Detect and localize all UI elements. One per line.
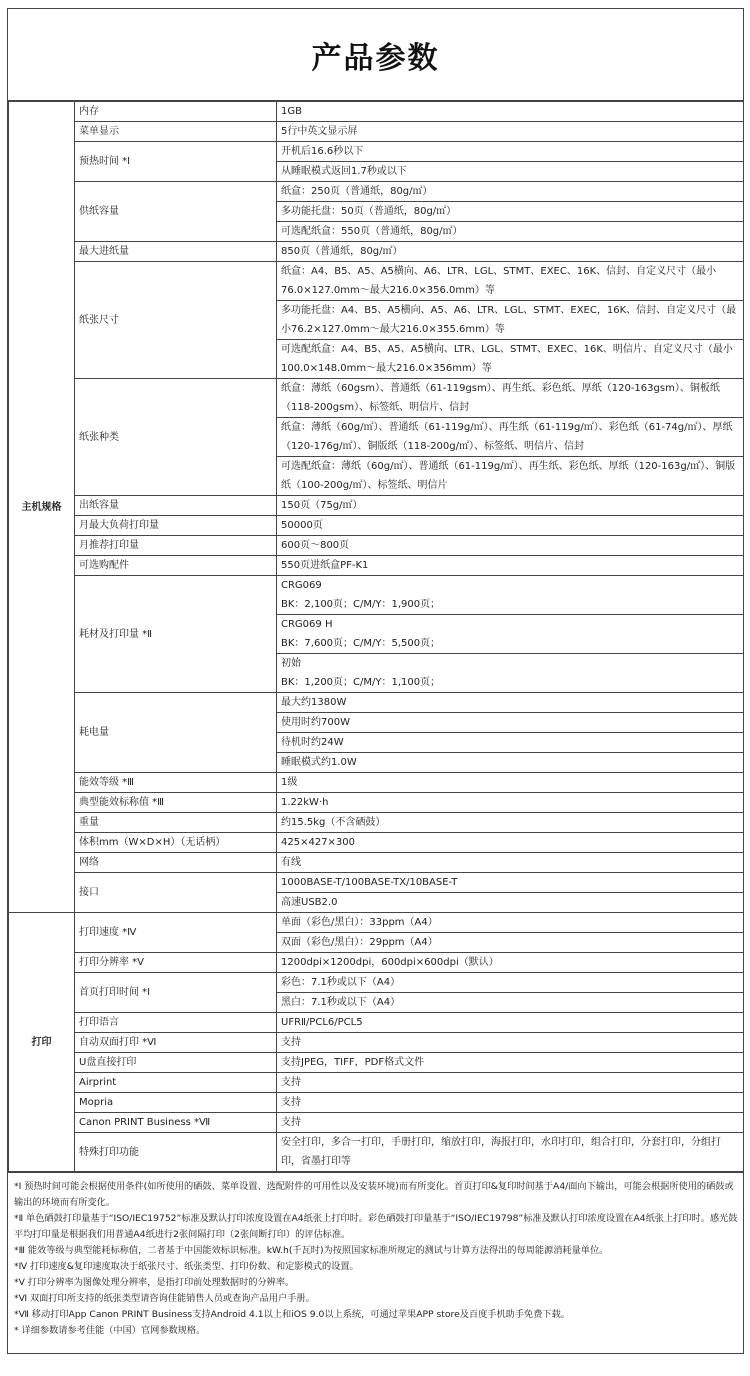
spec-row [9,693,744,713]
spec-item-label: 能效等级 *Ⅲ [75,773,277,793]
spec-value: 约15.5kg（不含硒鼓） [277,813,744,833]
spec-value: 850页（普通纸，80g/㎡） [277,242,744,262]
spec-value: 高速USB2.0 [277,893,744,913]
spec-value: 50000页 [277,516,744,536]
spec-row [9,536,744,556]
spec-row [9,182,744,202]
spec-value: 支持 [277,1113,744,1133]
footnote: *Ⅴ 打印分辨率为图像处理分辨率，是指打印前处理数据时的分辨率。 [14,1277,295,1288]
spec-row [9,1073,744,1093]
spec-value: 开机后16.6秒以下 [277,142,744,162]
spec-row [9,913,744,933]
spec-value: 5行中英文显示屏 [277,122,744,142]
spec-item-label: 接口 [75,873,277,913]
spec-item-label: 纸张种类 [75,379,277,496]
spec-row [9,873,744,893]
spec-value: 425×427×300 [277,833,744,853]
page-title: 产品参数 [8,9,743,101]
spec-item-label: 打印速度 *Ⅳ [75,913,277,953]
spec-value: 支持 [277,1093,744,1113]
spec-item-label: 可选购配件 [75,556,277,576]
spec-item-label: 内存 [75,102,277,122]
spec-item-label: 纸张尺寸 [75,262,277,379]
spec-item-label: 打印分辨率 *Ⅴ [75,953,277,973]
spec-value: 1.22kW·h [277,793,744,813]
spec-value: CRG069 BK：2,100页；C/M/Y：1,900页； [277,576,744,615]
spec-value: 待机时约24W [277,733,744,753]
spec-value: 安全打印，多合一打印，手册打印，缩放打印，海报打印，水印打印，组合打印，分套打印，分组打印，省墨打印等 [277,1133,744,1172]
spec-row [9,833,744,853]
spec-row [9,953,744,973]
spec-row [9,102,744,122]
section-label: 主机规格 [9,102,75,913]
spec-value: 从睡眠模式返回1.7秒或以下 [277,162,744,182]
spec-value: 单面（彩色/黑白）：33ppm（A4） [277,913,744,933]
spec-row [9,793,744,813]
spec-value: 1级 [277,773,744,793]
footnote: *Ⅳ 打印速度&复印速度取决于纸张尺寸、纸张类型、打印份数、和定影模式的设置。 [14,1261,359,1272]
spec-value: 彩色：7.1秒或以下（A4） [277,973,744,993]
spec-item-label: 自动双面打印 *Ⅵ [75,1033,277,1053]
spec-value: 有线 [277,853,744,873]
spec-value: 600页～800页 [277,536,744,556]
spec-value: 支持 [277,1033,744,1053]
footnotes [8,1172,744,1345]
footnote: * 详细参数请参考佳能（中国）官网参数规格。 [14,1325,206,1336]
spec-row [9,1093,744,1113]
spec-value: 纸盒：A4、B5、A5、A5横向、A6、LTR、LGL、STMT、EXEC、16K、信封、自定义尺寸（最小76.0×127.0mm～最大216.0×356.0mm）等 [277,262,744,301]
spec-value: 纸盒：250页（普通纸，80g/㎡） [277,182,744,202]
spec-value: 黑白：7.1秒或以下（A4） [277,993,744,1013]
spec-row [9,379,744,418]
spec-row [9,496,744,516]
spec-row [9,1013,744,1033]
spec-row [9,122,744,142]
spec-item-label: U盘直接打印 [75,1053,277,1073]
footnote: *Ⅶ 移动打印App Canon PRINT Business支持Android 4.1以上和iOS 9.0以上系统，可通过苹果APP store及百度手机助手免费下载。 [14,1309,570,1320]
spec-table [8,101,744,1172]
spec-item-label: 菜单显示 [75,122,277,142]
spec-row [9,516,744,536]
spec-item-label: 月最大负荷打印量 [75,516,277,536]
spec-value: 多功能托盘：A4、B5、A5横向、A5、A6、LTR、LGL、STMT、EXEC，16K、信封、自定义尺寸（最小76.2×127.0mm～最大216.0×355.6mm）等 [277,301,744,340]
spec-value: 可选配纸盒：A4、B5、A5、A5横向、LTR、LGL、STMT、EXEC、16K、明信片、自定义尺寸（最小100.0×148.0mm～最大216.0×356mm）等 [277,340,744,379]
spec-row [9,556,744,576]
spec-item-label: 体积mm（W×D×H）（无话柄） [75,833,277,853]
spec-item-label: 预热时间 *Ⅰ [75,142,277,182]
spec-value: 睡眠模式约1.0W [277,753,744,773]
spec-item-label: 出纸容量 [75,496,277,516]
spec-value: 支持JPEG，TIFF，PDF格式文件 [277,1053,744,1073]
spec-row [9,1033,744,1053]
spec-value: 使用时约700W [277,713,744,733]
spec-value: 双面（彩色/黑白）：29ppm（A4） [277,933,744,953]
spec-item-label: 月推荐打印量 [75,536,277,556]
spec-value: 150页（75g/㎡） [277,496,744,516]
spec-row [9,1113,744,1133]
spec-value: 纸盒：薄纸（60g/㎡）、普通纸（61-119g/㎡）、再生纸（61-119g/㎡）、彩色纸（61-74g/㎡）、厚纸（120-176g/㎡）、铜版纸（118-200g/㎡）、标签纸、明信片、信封 [277,418,744,457]
spec-row [9,813,744,833]
spec-value: 初始 BK：1,200页；C/M/Y：1,100页； [277,654,744,693]
spec-value: 1GB [277,102,744,122]
spec-item-label: 耗电量 [75,693,277,773]
spec-value: UFRⅡ/PCL6/PCL5 [277,1013,744,1033]
spec-item-label: 典型能效标称值 *Ⅲ [75,793,277,813]
footnote: *Ⅲ 能效等级与典型能耗标称值，二者基于中国能效标识标准。kW.h(千瓦时)为按照国家标准所规定的测试与计算方法得出的每周能源消耗量单位。 [14,1245,609,1256]
spec-item-label: 打印语言 [75,1013,277,1033]
spec-row [9,142,744,162]
spec-item-label: Mopria [75,1093,277,1113]
footnote: *Ⅰ 预热时间可能会根据使用条件(如所使用的硒鼓、菜单设置、选配附件的可用性以及安装环境)而有所变化。首页打印&复印时间基于A4/面向下输出，可能会根据所使用的硒鼓或输出的环境而有所变化。 [14,1181,734,1208]
spec-item-label: 供纸容量 [75,182,277,242]
spec-item-label: 网络 [75,853,277,873]
spec-row [9,773,744,793]
spec-row [9,242,744,262]
spec-value: 1000BASE-T/100BASE-TX/10BASE-T [277,873,744,893]
spec-row [9,1053,744,1073]
spec-item-label: Canon PRINT Business *Ⅶ [75,1113,277,1133]
spec-value: 550页进纸盒PF-K1 [277,556,744,576]
spec-row [9,576,744,615]
spec-row [9,1133,744,1172]
spec-item-label: 重量 [75,813,277,833]
spec-row [9,853,744,873]
spec-item-label: 最大进纸量 [75,242,277,262]
spec-value: 可选配纸盒：550页（普通纸，80g/㎡） [277,222,744,242]
spec-row [9,262,744,301]
spec-value: 支持 [277,1073,744,1093]
spec-row [9,973,744,993]
spec-sheet [7,8,744,1354]
footnote: *Ⅱ 单色硒鼓打印量基于“ISO/IEC19752”标准及默认打印浓度设置在A4纸张上打印时。彩色硒鼓打印量基于“ISO/IEC19798”标准及默认打印浓度设置在A4纸张上打印时。感光鼓平均打印量是根据我们用普通A4纸进行2张间隔打印（2张间断打印）的评估标准。 [14,1213,738,1240]
spec-item-label: 特殊打印功能 [75,1133,277,1172]
spec-value: 多功能托盘：50页（普通纸，80g/㎡） [277,202,744,222]
spec-value: CRG069 H BK：7,600页；C/M/Y：5,500页； [277,615,744,654]
spec-item-label: Airprint [75,1073,277,1093]
footnote: *Ⅵ 双面打印所支持的纸张类型请咨询佳能销售人员或查询产品用户手册。 [14,1293,315,1304]
spec-value: 1200dpi×1200dpi，600dpi×600dpi（默认） [277,953,744,973]
section-label: 打印 [9,913,75,1172]
spec-item-label: 首页打印时间 *Ⅰ [75,973,277,1013]
spec-item-label: 耗材及打印量 *Ⅱ [75,576,277,693]
spec-value: 最大约1380W [277,693,744,713]
spec-value: 纸盒：薄纸（60gsm）、普通纸（61-119gsm）、再生纸、彩色纸、厚纸（120-163gsm）、铜板纸（118-200gsm）、标签纸、明信片、信封 [277,379,744,418]
spec-value: 可选配纸盒：薄纸（60g/㎡）、普通纸（61-119g/㎡）、再生纸、彩色纸、厚纸（120-163g/㎡）、铜版纸（100-200g/㎡）、标签纸、明信片 [277,457,744,496]
